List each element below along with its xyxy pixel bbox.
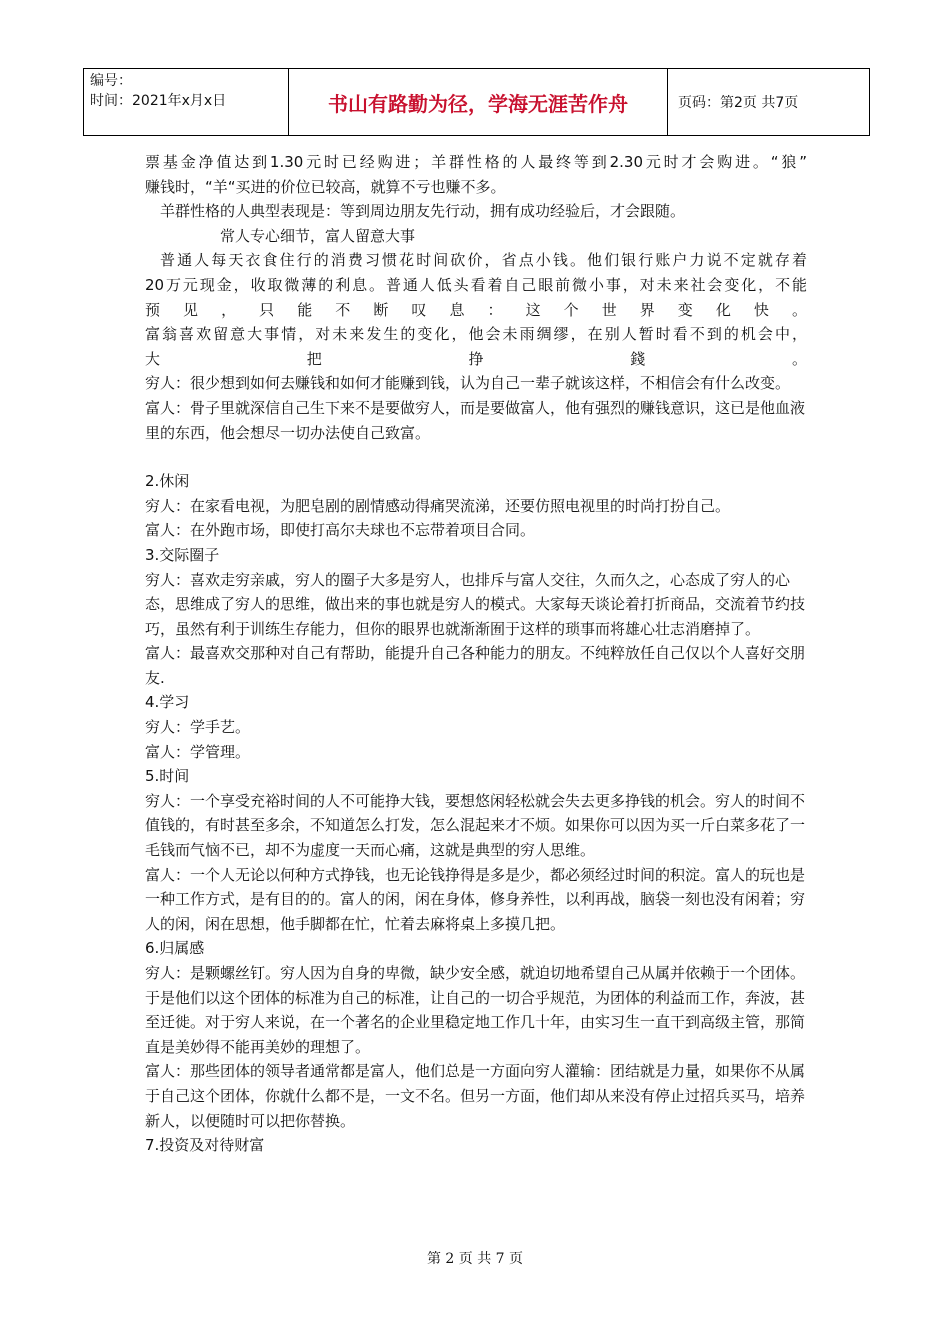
poor-statement: 穷人：很少想到如何去赚钱和如何才能赚到钱，认为自己一辈子就该这样，不相信会有什么改变。: [145, 374, 791, 393]
paragraph-line: 普通人每天衣食住行的消费习惯花时间砍价，省点小钱。他们银行账户力说不定就存着: [160, 251, 807, 270]
header-motto: 书山有路勤为径，学海无涯苦作舟: [289, 69, 668, 136]
paragraph-line: 大把挣錢。: [145, 349, 807, 368]
poor-statement: 穷人：喜欢走穷亲戚，穷人的圈子大多是穷人，也排斥与富人交往，久而久之，心态成了穷人的心态，思维成了穷人的思维，做出来的事也就是穷人的模式。大家每天谈论着打折商品，交流着节约技巧，虽然有利于训练生存能力，但你的眼界也就渐渐囿于这样的琐事而将雄心壮志消磨掉了。: [145, 570, 806, 638]
section-subtitle: 常人专心细节，富人留意大事: [220, 226, 416, 245]
paragraph: 羊群性格的人典型表现是：等到周边朋友先行动，拥有成功经验后，才会跟随。: [160, 202, 686, 221]
header-meta-cell: [84, 69, 289, 136]
paragraph-line: 预见，只能不断叹息：这个世界变化快。: [145, 300, 807, 319]
poor-statement: 穷人：学手艺。: [145, 718, 251, 737]
section-heading: 3.交际圈子: [145, 545, 220, 564]
header-page-info: 页码：第2页 共7页: [668, 69, 870, 136]
doc-number-label: 编号：: [90, 73, 132, 89]
blank-line: [145, 445, 807, 469]
rich-statement: 富人：那些团体的领导者通常都是富人，他们总是一方面向穷人灌输：团结就是力量，如果你不从属于自己这个团体，你就什么都不是，一文不名。但另一方面，他们却从来没有停止过招兵买马，培养新人，以便随时可以把你替换。: [145, 1062, 806, 1130]
rich-statement: 富人：一个人无论以何种方式挣钱，也无论钱挣得是多是少，都必须经过时间的积淀。富人的玩也是一种工作方式，是有目的的。富人的闲，闲在身体，修身养性，以利再战，脑袋一刻也没有闲着；穷人的闲，闲在思想，他手脚都在忙，忙着去麻将桌上多摸几把。: [145, 865, 806, 933]
page-footer: 第 2 页 共 7 页: [426, 1251, 524, 1267]
paragraph-line: 票基金净值达到1.30元时已经购进；羊群性格的人最终等到2.30元时才会购进。“狼”: [145, 153, 807, 171]
section-heading: 2.休闲: [145, 472, 190, 491]
section-heading: 4.学习: [145, 693, 190, 712]
section-heading: 7.投资及对待财富: [145, 1136, 265, 1155]
paragraph-line: 20万元现金，收取微薄的利息。普通人低头看着自己眼前微小事，对未来社会变化，不能: [145, 275, 807, 294]
rich-statement: 富人：学管理。: [145, 742, 251, 761]
rich-statement: 富人：骨子里就深信自己生下来不是要做穷人，而是要做富人，他有强烈的赚钱意识，这已是他血液里的东西，他会想尽一切办法使自己致富。: [145, 398, 806, 442]
rich-statement: 富人：在外跑市场，即使打高尔夫球也不忘带着项目合同。: [145, 521, 536, 540]
rich-statement: 富人：最喜欢交那种对自己有帮助，能提升自己各种能力的朋友。不纯粹放任自己仅以个人喜好交朋友.: [145, 644, 806, 687]
section-heading: 6.归属感: [145, 939, 205, 958]
paragraph-line: 赚钱时，“羊“买进的价位已较高，就算不亏也赚不多。: [145, 177, 506, 196]
document-header-table: [83, 68, 870, 136]
poor-statement: 穷人：一个享受充裕时间的人不可能挣大钱，要想悠闲轻松就会失去更多挣钱的机会。穷人的时间不值钱的，有时甚至多余，不知道怎么打发，怎么混起来才不烦。如果你可以因为买一斤白菜多花了一毛钱而气恼不已，却不为虚度一天而心痛，这就是典型的穷人思维。: [145, 791, 806, 860]
poor-statement: 穷人：在家看电视，为肥皂剧的剧情感动得痛哭流涕，还要仿照电视里的时尚打扮自己。: [145, 496, 731, 515]
poor-statement: 穷人：是颗螺丝钉。穷人因为自身的卑微，缺少安全感，就迫切地希望自己从属并依赖于一个团体。于是他们以这个团体的标准为自己的标准，让自己的一切合乎规范，为团体的利益而工作，奔波，甚至迁徙。对于穷人来说，在一个著名的企业里稳定地工作几十年，由实习生一直干到高级主管，那简直是美妙得不能再美妙的理想了。: [145, 964, 806, 1056]
document-body: [145, 150, 807, 1158]
doc-time-label: 时间：2021年x月x日: [90, 93, 227, 109]
section-heading: 5.时间: [145, 767, 190, 786]
paragraph-line: 富翁喜欢留意大事情，对未来发生的变化，他会未雨绸缪，在别人暂时看不到的机会中，: [145, 325, 807, 344]
